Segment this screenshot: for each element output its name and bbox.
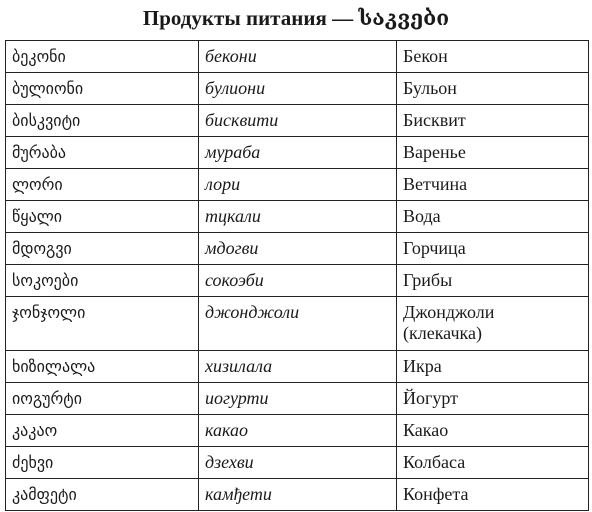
russian-translation: Грибы xyxy=(397,265,589,297)
russian-translation xyxy=(397,297,589,351)
transliteration: сокоэби xyxy=(199,265,397,297)
transliteration: тцкали xyxy=(199,201,397,233)
russian-translation: Йогурт xyxy=(397,383,589,415)
georgian-word: კაკაო xyxy=(6,415,199,447)
transliteration: дзехви xyxy=(199,447,397,479)
table-row xyxy=(6,415,589,447)
table-row xyxy=(6,73,589,105)
russian-translation-line: (клекачка) xyxy=(403,323,482,343)
transliteration: бекони xyxy=(199,41,397,73)
russian-translation: Бисквит xyxy=(397,105,589,137)
transliteration: лори xyxy=(199,169,397,201)
russian-translation: Бульон xyxy=(397,73,589,105)
georgian-word: წყალი xyxy=(6,201,199,233)
transliteration: булиони xyxy=(199,73,397,105)
georgian-word: ბეკონი xyxy=(6,41,199,73)
table-row xyxy=(6,233,589,265)
russian-translation: Какао xyxy=(397,415,589,447)
table-row xyxy=(6,447,589,479)
georgian-word: მურაბა xyxy=(6,137,199,169)
georgian-word: ჯონჯოლი xyxy=(6,297,199,351)
georgian-word: იოგურტი xyxy=(6,383,199,415)
russian-translation: Колбаса xyxy=(397,447,589,479)
transliteration: бисквити xyxy=(199,105,397,137)
georgian-word: ხიზილალა xyxy=(6,351,199,383)
georgian-word: ბულიონი xyxy=(6,73,199,105)
vocabulary-table xyxy=(5,40,589,511)
georgian-word: ბისკვიტი xyxy=(6,105,199,137)
georgian-word: მდოგვი xyxy=(6,233,199,265)
table-row xyxy=(6,201,589,233)
table-row xyxy=(6,105,589,137)
russian-translation: Ветчина xyxy=(397,169,589,201)
table-row xyxy=(6,479,589,511)
russian-translation: Варенье xyxy=(397,137,589,169)
russian-translation: Горчица xyxy=(397,233,589,265)
russian-translation-line: Джонджоли xyxy=(403,302,495,322)
transliteration: иогурти xyxy=(199,383,397,415)
table-row xyxy=(6,137,589,169)
russian-translation: Бекон xyxy=(397,41,589,73)
georgian-word: კამფეტი xyxy=(6,479,199,511)
page-title: Продукты питания — საკვები xyxy=(142,6,450,30)
table-row xyxy=(6,383,589,415)
table-row xyxy=(6,351,589,383)
georgian-word: ძეხვი xyxy=(6,447,199,479)
transliteration: джонджоли xyxy=(199,297,397,351)
table-row xyxy=(6,297,589,351)
transliteration: хизилала xyxy=(199,351,397,383)
russian-translation: Конфета xyxy=(397,479,589,511)
russian-translation: Вода xyxy=(397,201,589,233)
georgian-word: ლორი xyxy=(6,169,199,201)
russian-translation: Икра xyxy=(397,351,589,383)
table-row xyxy=(6,265,589,297)
transliteration: какао xyxy=(199,415,397,447)
table-row xyxy=(6,41,589,73)
georgian-word: სოკოები xyxy=(6,265,199,297)
table-row xyxy=(6,169,589,201)
transliteration: мураба xyxy=(199,137,397,169)
transliteration: мдогви xyxy=(199,233,397,265)
transliteration: камђети xyxy=(199,479,397,511)
